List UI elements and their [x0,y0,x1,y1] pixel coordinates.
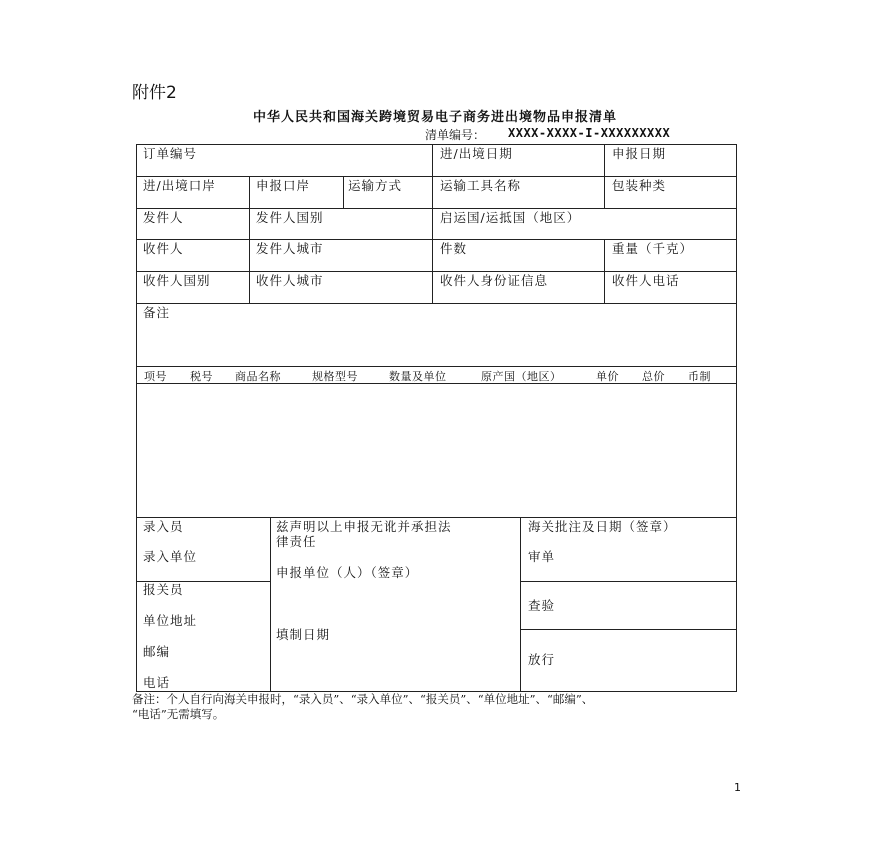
declarant-label: 报关员 [143,582,184,597]
statement-line-2: 律责任 [276,534,317,549]
review-label: 审单 [528,549,556,564]
receiver-city-label: 收件人城市 [256,273,324,288]
declaring-unit-label: 申报单位（人）（签章） [276,565,419,580]
item-header-tax-no: 税号 [190,370,213,383]
page-number: 1 [734,781,741,794]
item-header-spec: 规格型号 [312,370,358,383]
item-header-name: 商品名称 [235,370,281,383]
entry-exit-date-label: 进/出境日期 [440,146,513,161]
list-number-label: 清单编号： [425,128,486,142]
item-header-unit-price: 单价 [596,370,619,383]
transport-mode-label: 运输方式 [348,178,403,193]
item-header-total-price: 总价 [642,370,665,383]
item-header-no: 项号 [144,370,167,383]
declare-date-label: 申报日期 [612,146,667,161]
form-title: 中华人民共和国海关跨境贸易电子商务进出境物品申报清单 [252,110,617,125]
footnote-line-1: 备注：个人自行向海关申报时，“录入员”、“录入单位”、“报关员”、“单位地址”、“邮编”、 [132,692,594,706]
remarks-label: 备注 [143,305,171,320]
receiver-country-label: 收件人国别 [143,273,211,288]
entry-unit-label: 录入单位 [143,549,198,564]
customs-approval-label: 海关批注及日期（签章） [528,519,677,534]
declare-port-label: 申报口岸 [256,178,311,193]
sender-label: 发件人 [143,210,184,225]
item-header-quantity: 数量及单位 [389,370,447,383]
attachment-label: 附件2 [132,83,177,103]
statement-line-1: 兹声明以上申报无讹并承担法 [276,519,452,534]
phone-label: 电话 [143,675,171,690]
inspection-label: 查验 [528,598,556,613]
weight-label: 重量（千克） [612,241,694,256]
item-header-currency: 币制 [688,370,711,383]
transport-name-label: 运输工具名称 [440,178,522,193]
receiver-phone-label: 收件人电话 [612,273,680,288]
list-number-value: XXXX-XXXX-I-XXXXXXXXX [508,126,671,140]
entry-clerk-label: 录入员 [143,519,184,534]
departure-country-label: 启运国/运抵国（地区） [440,210,581,225]
postcode-label: 邮编 [143,644,171,659]
receiver-label: 收件人 [143,241,184,256]
item-header-origin: 原产国（地区） [481,370,562,383]
sender-city-label: 发件人城市 [256,241,324,256]
footnote-line-2: “电话”无需填写。 [132,707,225,721]
unit-address-label: 单位地址 [143,613,198,628]
order-number-label: 订单编号 [143,146,198,161]
footnote [132,692,742,722]
entry-exit-port-label: 进/出境口岸 [143,178,216,193]
receiver-id-label: 收件人身份证信息 [440,273,549,288]
release-label: 放行 [528,652,556,667]
fill-date-label: 填制日期 [276,627,331,642]
package-type-label: 包装种类 [612,178,667,193]
pieces-label: 件数 [440,241,468,256]
sender-country-label: 发件人国别 [256,210,324,225]
